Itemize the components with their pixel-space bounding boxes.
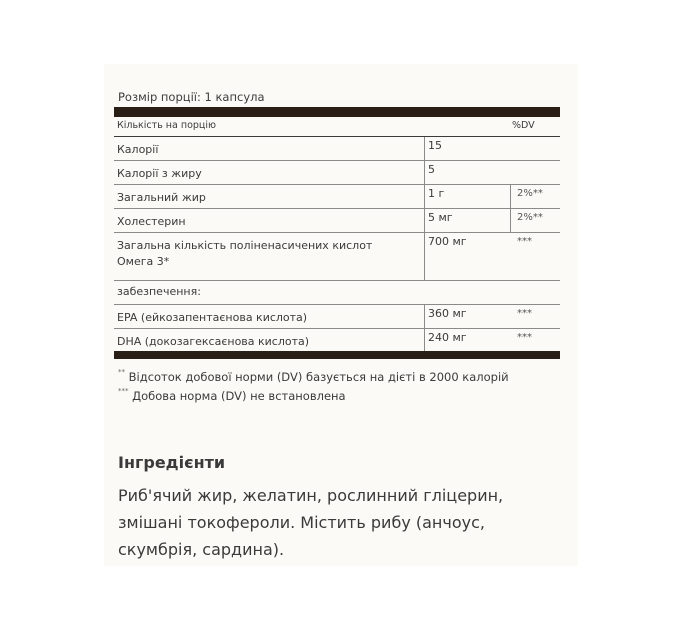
column-divider <box>510 209 511 232</box>
serving-size: Розмір порції: 1 капсула <box>118 90 265 104</box>
row-amount: 5 <box>428 163 435 176</box>
table-row <box>114 137 560 161</box>
column-divider <box>424 137 425 160</box>
row-name: Калорії з жиру <box>117 167 202 180</box>
footnote-text: Відсоток добової норми (DV) базується на дієті в 2000 калорій <box>125 370 509 384</box>
table-header <box>114 117 560 137</box>
table-bottom-bar <box>114 351 560 359</box>
footnote-text: Добова норма (DV) не встановлена <box>128 389 346 403</box>
header-dv-label: %DV <box>512 120 535 131</box>
row-name: EPA (ейкозапентаєнова кислота) <box>117 311 308 324</box>
ingredients-text: Риб'ячий жир, желатин, рослинний гліцерин, змішані токофероли. Містить рибу (анчоус, скумбрія, сардина). <box>118 486 504 559</box>
row-name: Холестерин <box>117 215 186 228</box>
supplement-facts-panel <box>104 64 578 566</box>
row-amount: 15 <box>428 139 442 152</box>
table-top-bar <box>114 107 560 117</box>
ingredients-title: Інгредієнти <box>118 453 226 472</box>
table-row <box>114 329 560 351</box>
nutrition-table <box>114 107 560 359</box>
column-divider <box>510 185 511 208</box>
table-row <box>114 185 560 209</box>
row-name: забезпечення: <box>117 285 201 298</box>
row-dv: 2%** <box>517 212 543 223</box>
footnote-mark: *** <box>118 387 129 395</box>
row-name: DHA (докозагексаєнова кислота) <box>117 335 310 348</box>
column-divider <box>424 185 425 208</box>
row-dv: *** <box>517 308 532 319</box>
row-dv: 2%** <box>517 188 543 199</box>
table-row <box>114 161 560 185</box>
row-name: Загальний жир <box>117 191 206 204</box>
row-dv: *** <box>517 236 532 247</box>
row-dv: *** <box>517 332 532 343</box>
column-divider <box>424 161 425 184</box>
footnote-dv-basis <box>118 370 509 384</box>
row-amount: 240 мг <box>428 331 467 344</box>
table-row <box>114 281 560 305</box>
footnote-mark: ** <box>118 368 125 376</box>
row-amount: 700 мг <box>428 235 467 248</box>
table-row <box>114 233 560 281</box>
column-divider <box>424 233 425 280</box>
column-divider <box>424 209 425 232</box>
row-name-line2: Омега 3* <box>117 255 170 268</box>
footnote-dv-not-established <box>118 389 346 403</box>
row-amount: 1 г <box>428 187 445 200</box>
row-amount: 360 мг <box>428 307 467 320</box>
row-amount: 5 мг <box>428 211 453 224</box>
column-divider <box>424 305 425 328</box>
header-amount-label: Кількість на порцію <box>117 120 217 131</box>
table-row <box>114 305 560 329</box>
table-row <box>114 209 560 233</box>
row-name: Калорії <box>117 143 159 156</box>
column-divider <box>424 329 425 351</box>
row-name: Загальна кількість поліненасичених кислот <box>117 239 373 252</box>
